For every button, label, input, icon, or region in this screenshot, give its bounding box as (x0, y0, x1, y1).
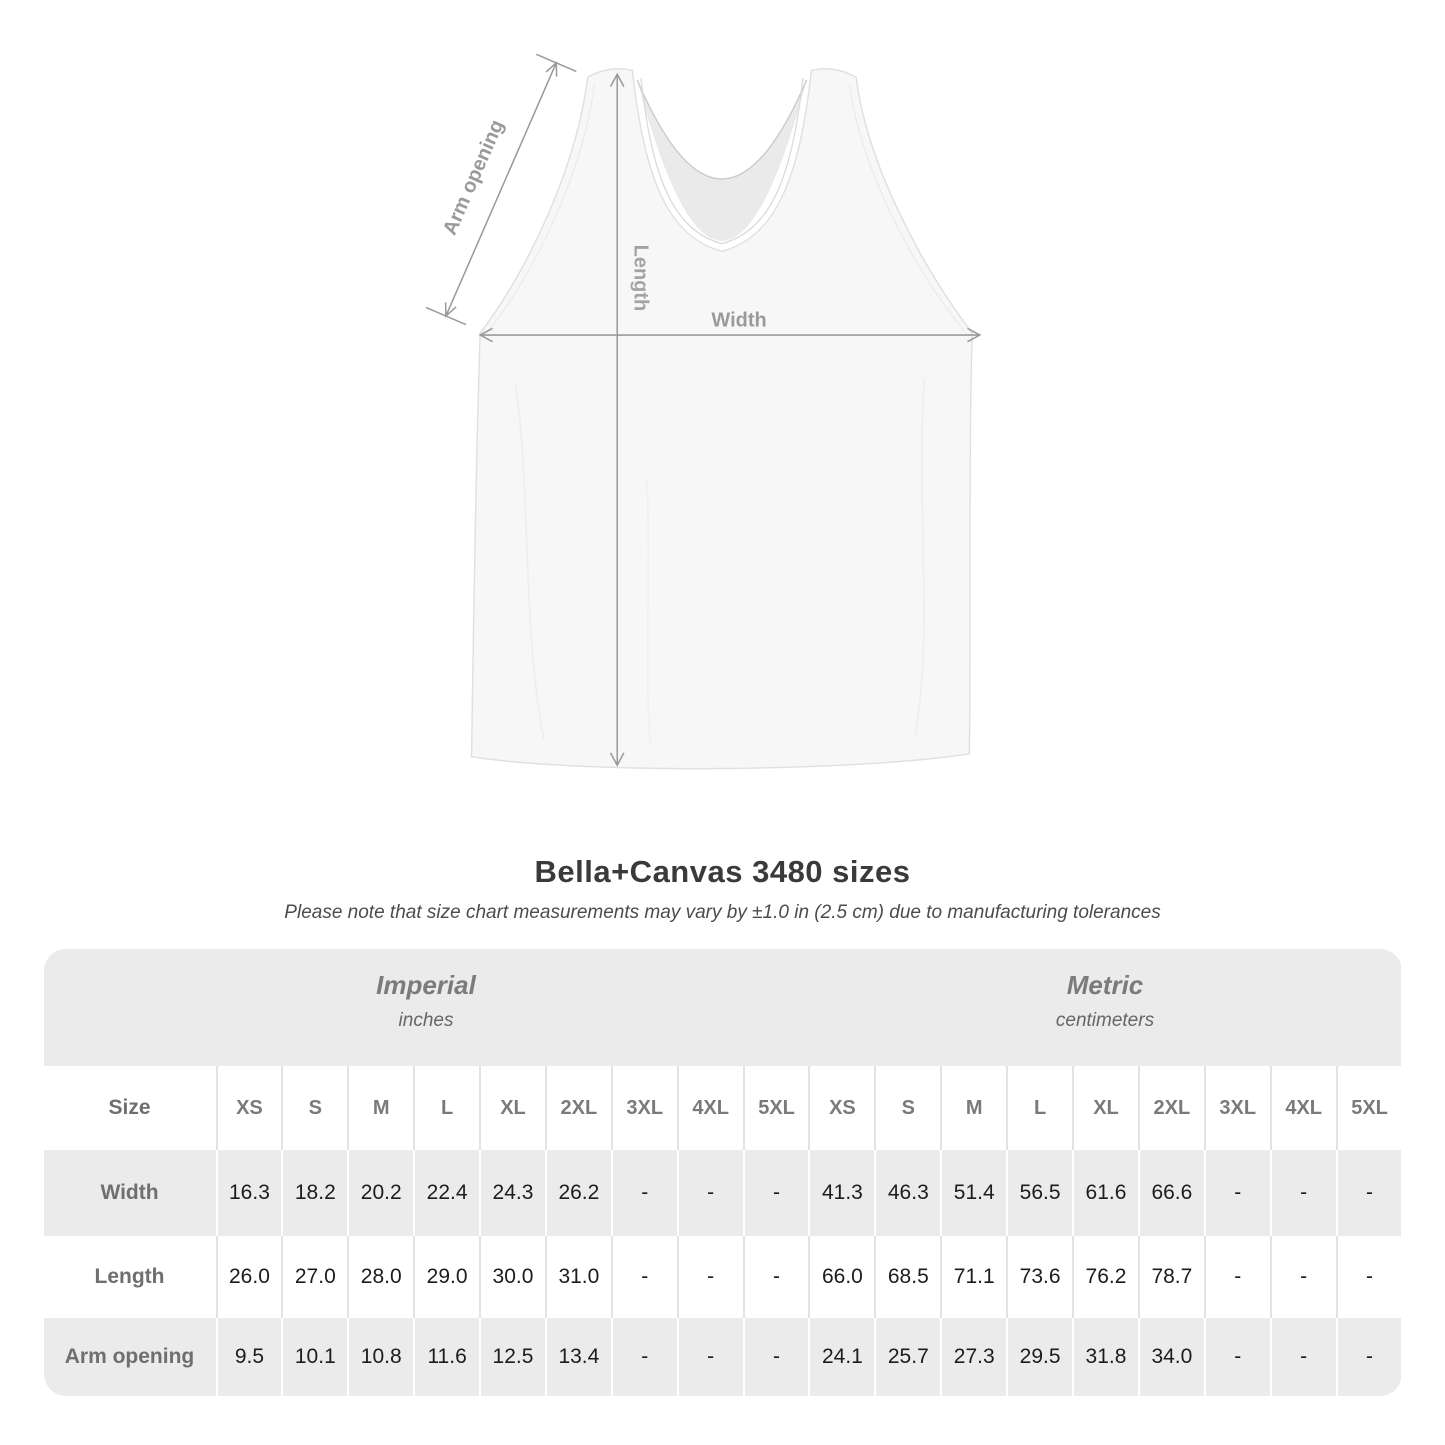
size-header-imperial: L (413, 1066, 479, 1150)
size-column-header: Size (44, 1066, 216, 1150)
data-cell: 34.0 (1138, 1318, 1204, 1396)
data-cell: - (1270, 1318, 1336, 1396)
metric-title: Metric (1066, 969, 1144, 1000)
data-cell: 56.5 (1006, 1150, 1072, 1236)
size-header-imperial: S (281, 1066, 347, 1150)
data-cell: 10.8 (347, 1318, 413, 1396)
data-cell: - (1270, 1236, 1336, 1318)
data-cell: 20.2 (347, 1150, 413, 1236)
data-cell: 66.0 (808, 1236, 874, 1318)
width-label: Width (711, 309, 767, 332)
size-header-imperial: XS (216, 1066, 282, 1150)
data-cell: 29.5 (1006, 1318, 1072, 1396)
data-cell: 13.4 (545, 1318, 611, 1396)
size-header-imperial: M (347, 1066, 413, 1150)
tank-top-image (410, 40, 1030, 830)
data-cell: 51.4 (940, 1150, 1006, 1236)
imperial-unit: inches (398, 1009, 454, 1031)
data-cell: 78.7 (1138, 1236, 1204, 1318)
data-cell: 71.1 (940, 1236, 1006, 1318)
data-cell: 24.1 (808, 1318, 874, 1396)
data-cell: 9.5 (216, 1318, 282, 1396)
imperial-header (44, 949, 809, 1066)
data-cell: 31.8 (1072, 1318, 1138, 1396)
data-cell: 12.5 (479, 1318, 545, 1396)
data-cell: - (743, 1318, 809, 1396)
size-header-metric: 2XL (1138, 1066, 1204, 1150)
data-cell: 22.4 (413, 1150, 479, 1236)
imperial-title: Imperial (376, 969, 476, 1000)
row-label: Length (44, 1236, 216, 1318)
size-header-metric: XS (808, 1066, 874, 1150)
data-cell: 30.0 (479, 1236, 545, 1318)
size-header-metric: S (874, 1066, 940, 1150)
data-cell: - (677, 1318, 743, 1396)
data-cell: 16.3 (216, 1150, 282, 1236)
size-header-metric: 4XL (1270, 1066, 1336, 1150)
data-cell: 76.2 (1072, 1236, 1138, 1318)
row-label: Arm opening (44, 1318, 216, 1396)
data-cell: - (677, 1150, 743, 1236)
data-cell: 11.6 (413, 1318, 479, 1396)
data-cell: - (611, 1318, 677, 1396)
metric-header (808, 949, 1401, 1066)
data-cell: - (1336, 1150, 1402, 1236)
length-label: Length (629, 244, 652, 312)
size-header-imperial: XL (479, 1066, 545, 1150)
tank-body (472, 69, 973, 769)
data-cell: - (1204, 1150, 1270, 1236)
size-header-imperial: 4XL (677, 1066, 743, 1150)
data-cell: 28.0 (347, 1236, 413, 1318)
data-cell: - (743, 1150, 809, 1236)
data-cell: - (1204, 1236, 1270, 1318)
size-header-imperial: 3XL (611, 1066, 677, 1150)
data-cell: 66.6 (1138, 1150, 1204, 1236)
data-cell: 24.3 (479, 1150, 545, 1236)
data-cell: - (677, 1236, 743, 1318)
data-cell: 25.7 (874, 1318, 940, 1396)
data-cell: - (1270, 1150, 1336, 1236)
data-cell: - (1204, 1318, 1270, 1396)
size-header-imperial: 5XL (743, 1066, 809, 1150)
data-cell: 27.3 (940, 1318, 1006, 1396)
data-cell: - (1336, 1236, 1402, 1318)
data-cell: 68.5 (874, 1236, 940, 1318)
size-header-metric: XL (1072, 1066, 1138, 1150)
metric-unit: centimeters (1055, 1009, 1155, 1031)
size-header-metric: 3XL (1204, 1066, 1270, 1150)
data-cell: 73.6 (1006, 1236, 1072, 1318)
size-header-metric: L (1006, 1066, 1072, 1150)
data-cell: 26.2 (545, 1150, 611, 1236)
data-cell: 18.2 (281, 1150, 347, 1236)
size-header-metric: 5XL (1336, 1066, 1402, 1150)
data-cell: - (743, 1236, 809, 1318)
data-cell: - (1336, 1318, 1402, 1396)
size-header-metric: M (940, 1066, 1006, 1150)
data-cell: 41.3 (808, 1150, 874, 1236)
row-label: Width (44, 1150, 216, 1236)
data-cell: 31.0 (545, 1236, 611, 1318)
tolerance-note: Please note that size chart measurements may vary by ±1.0 in (2.5 cm) due to manufacturing tolerances (284, 902, 1161, 923)
arm-opening-label: Arm opening (438, 116, 509, 239)
data-cell: - (611, 1150, 677, 1236)
data-cell: 61.6 (1072, 1150, 1138, 1236)
data-cell: 27.0 (281, 1236, 347, 1318)
size-header-imperial: 2XL (545, 1066, 611, 1150)
data-cell: 10.1 (281, 1318, 347, 1396)
data-cell: 46.3 (874, 1150, 940, 1236)
size-chart-title: Bella+Canvas 3480 sizes (534, 854, 911, 889)
data-cell: 26.0 (216, 1236, 282, 1318)
back-neckline (637, 80, 806, 179)
size-table (44, 949, 1402, 1396)
data-cell: 29.0 (413, 1236, 479, 1318)
data-cell: - (611, 1236, 677, 1318)
